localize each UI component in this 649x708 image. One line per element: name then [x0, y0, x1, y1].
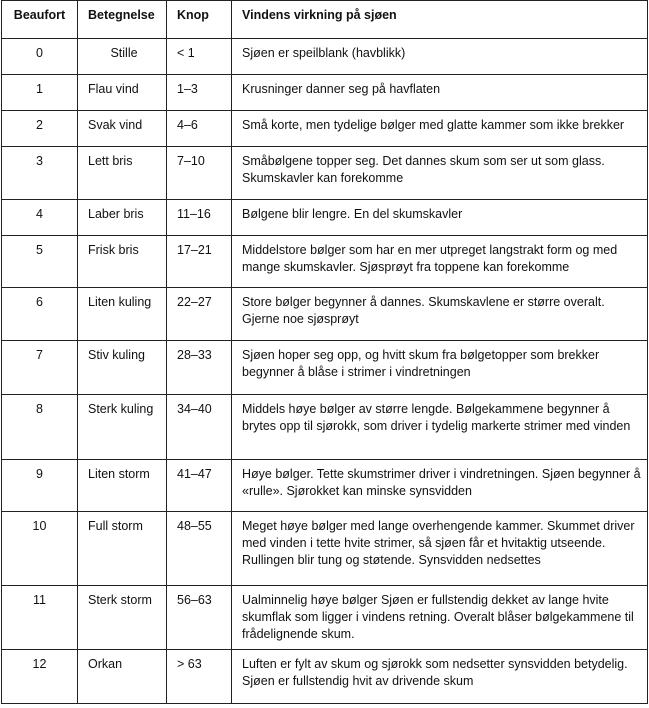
knots-cell: 28–33 [167, 341, 232, 395]
table-row [2, 512, 648, 586]
effect-cell: Meget høye bølger med lange overhengende kammer. Skummet driver med vinden i tette hvite strimer, så sjøen får et hvitaktig utseende. Rullingen blir tung og støtende. Synsvidden nedsettes [232, 512, 648, 586]
name-cell: Full storm [78, 512, 167, 586]
name-cell: Stiv kuling [78, 341, 167, 395]
beaufort-cell: 7 [2, 341, 78, 395]
table-row [2, 200, 648, 236]
effect-cell: Små korte, men tydelige bølger med glatte kammer som ikke brekker [232, 111, 648, 147]
header-name: Betegnelse [78, 1, 167, 39]
beaufort-cell: 12 [2, 650, 78, 704]
effect-cell: Bølgene blir lengre. En del skumskavler [232, 200, 648, 236]
knots-cell: 34–40 [167, 395, 232, 460]
effect-cell: Luften er fylt av skum og sjørokk som nedsetter synsvidden betydelig. Sjøen er fullstendig hvit av drivende skum [232, 650, 648, 704]
table-row [2, 39, 648, 75]
name-cell: Stille [78, 39, 167, 75]
name-cell: Lett bris [78, 147, 167, 200]
beaufort-cell: 9 [2, 460, 78, 512]
name-cell: Frisk bris [78, 236, 167, 288]
beaufort-cell: 6 [2, 288, 78, 341]
knots-cell: 22–27 [167, 288, 232, 341]
effect-cell: Ualminnelig høye bølger Sjøen er fullstendig dekket av lange hvite skumflak som ligger i vindens retning. Overalt blåser bølgekammene til frådelignende skum. [232, 586, 648, 650]
effect-cell: Store bølger begynner å dannes. Skumskavlene er større overalt. Gjerne noe sjøsprøyt [232, 288, 648, 341]
knots-cell: 41–47 [167, 460, 232, 512]
knots-cell: 1–3 [167, 75, 232, 111]
name-cell: Sterk kuling [78, 395, 167, 460]
header-knots: Knop [167, 1, 232, 39]
table-row [2, 341, 648, 395]
header-effect: Vindens virkning på sjøen [232, 1, 648, 39]
beaufort-table [1, 0, 648, 704]
effect-cell: Middelstore bølger som har en mer utpreget langstrakt form og med mange skumskavler. Sjøsprøyt fra toppene kan forekomme [232, 236, 648, 288]
knots-cell: 7–10 [167, 147, 232, 200]
knots-cell: 17–21 [167, 236, 232, 288]
table-row [2, 111, 648, 147]
beaufort-cell: 2 [2, 111, 78, 147]
table-row [2, 147, 648, 200]
name-cell: Liten kuling [78, 288, 167, 341]
table-row [2, 236, 648, 288]
knots-cell: < 1 [167, 39, 232, 75]
table-row [2, 288, 648, 341]
knots-cell: > 63 [167, 650, 232, 704]
effect-cell: Høye bølger. Tette skumstrimer driver i vindretningen. Sjøen begynner å «rulle». Sjørokket kan minske synsvidden [232, 460, 648, 512]
table-row [2, 75, 648, 111]
beaufort-cell: 5 [2, 236, 78, 288]
name-cell: Orkan [78, 650, 167, 704]
beaufort-cell: 4 [2, 200, 78, 236]
beaufort-cell: 8 [2, 395, 78, 460]
name-cell: Liten storm [78, 460, 167, 512]
effect-cell: Sjøen hoper seg opp, og hvitt skum fra bølgetopper som brekker begynner å blåse i strimer i vindretningen [232, 341, 648, 395]
effect-cell: Sjøen er speilblank (havblikk) [232, 39, 648, 75]
name-cell: Flau vind [78, 75, 167, 111]
knots-cell: 4–6 [167, 111, 232, 147]
effect-cell: Småbølgene topper seg. Det dannes skum som ser ut som glass. Skumskavler kan forekomme [232, 147, 648, 200]
knots-cell: 56–63 [167, 586, 232, 650]
beaufort-cell: 1 [2, 75, 78, 111]
name-cell: Laber bris [78, 200, 167, 236]
table-row [2, 586, 648, 650]
beaufort-cell: 3 [2, 147, 78, 200]
effect-cell: Krusninger danner seg på havflaten [232, 75, 648, 111]
name-cell: Sterk storm [78, 586, 167, 650]
knots-cell: 11–16 [167, 200, 232, 236]
beaufort-cell: 11 [2, 586, 78, 650]
knots-cell: 48–55 [167, 512, 232, 586]
effect-cell: Middels høye bølger av større lengde. Bølgekammene begynner å brytes opp til sjørokk, som driver i tydelig markerte strimer med vinden [232, 395, 648, 460]
table-row [2, 650, 648, 704]
header-beaufort: Beaufort [2, 1, 78, 39]
beaufort-cell: 0 [2, 39, 78, 75]
table-row [2, 460, 648, 512]
table-row [2, 395, 648, 460]
name-cell: Svak vind [78, 111, 167, 147]
header-row [2, 1, 648, 39]
beaufort-cell: 10 [2, 512, 78, 586]
